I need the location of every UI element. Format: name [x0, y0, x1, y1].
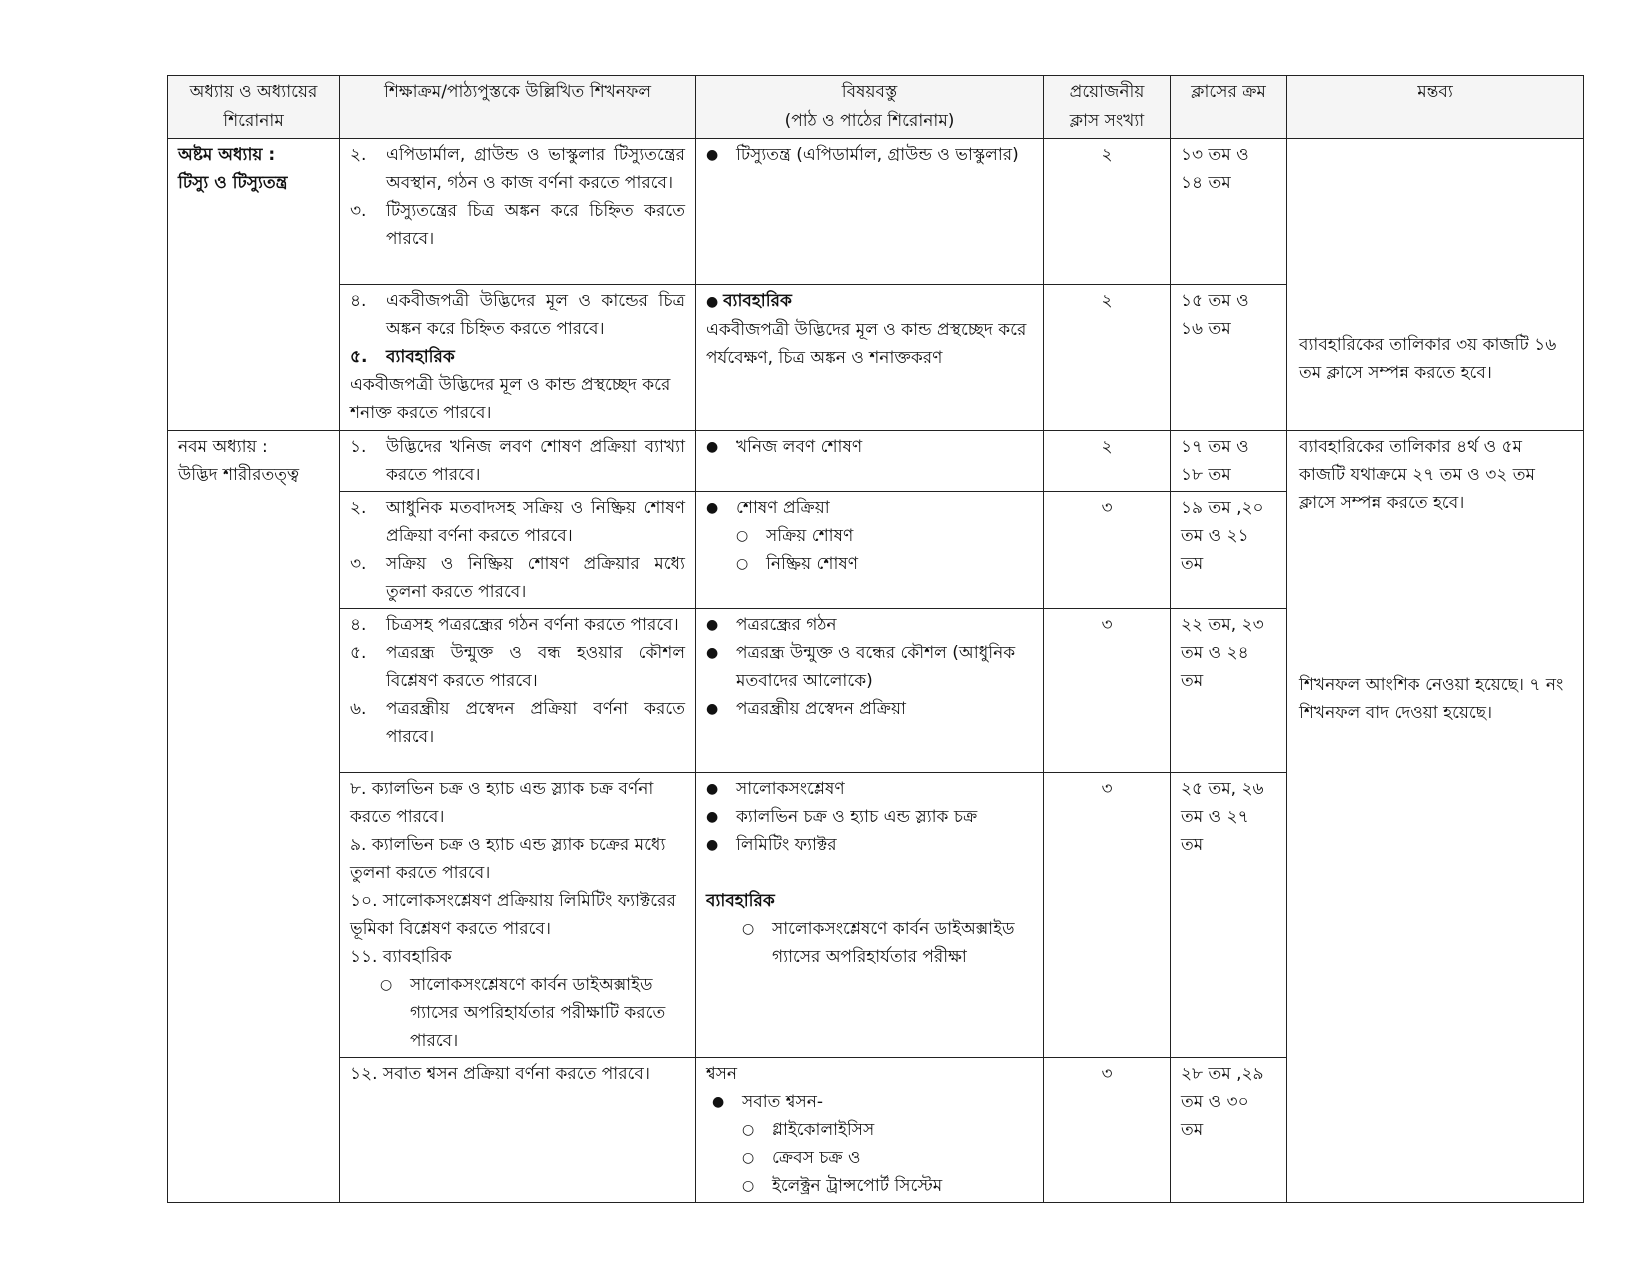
- content-cell: [696, 139, 1044, 285]
- content-cell: [696, 285, 1044, 431]
- list-item: ২. এপিডার্মাল, গ্রাউন্ড ও ভাস্কুলার টিস্যুতন্ত্রের অবস্থান, গঠন ও কাজ বর্ণনা করতে পারবে।: [350, 145, 685, 193]
- practical-heading: ব্যাবহারিক: [706, 891, 775, 911]
- list-item: ১০. সালোকসংশ্লেষণ প্রক্রিয়ায় লিমিটিং ফ্যাক্টরের ভূমিকা বিশ্লেষণ করতে পারবে।: [350, 891, 676, 939]
- class-order: ১৫ তম ও ১৬ তম: [1171, 285, 1287, 431]
- header-content-line2: (পাঠ ও পাঠের শিরোনাম): [784, 111, 955, 131]
- circle-bullet-icon: ○: [736, 556, 749, 572]
- class-order: ২৮ তম ,২৯ তম ও ৩০ তম: [1171, 1058, 1287, 1203]
- outcomes-cell: [340, 773, 696, 1058]
- circle-bullet-icon: ○: [742, 1178, 755, 1194]
- list-item: ○ সালোকসংশ্লেষণে কার্বন ডাইঅক্সাইড গ্যাসের অপরিহার্যতার পরীক্ষা: [706, 915, 1033, 971]
- circle-bullet-icon: ○: [742, 1122, 755, 1138]
- remark-text: ব্যাবহারিকের তালিকার ৩য় কাজটি ১৬ তম ক্লাসে সম্পন্ন করতে হবে।: [1299, 335, 1557, 383]
- list-item: ৩. সক্রিয় ও নিষ্ক্রিয় শোষণ প্রক্রিয়ার মধ্যে তুলনা করতে পারবে।: [350, 554, 685, 602]
- list-item: ● লিমিটিং ফ্যাক্টর: [706, 831, 1033, 859]
- outcomes-cell: [340, 431, 696, 492]
- content-cell: [696, 492, 1044, 609]
- class-order: ১৯ তম ,২০ তম ও ২১ তম: [1171, 492, 1287, 609]
- class-count: ৩: [1044, 492, 1171, 609]
- list-item: ● পত্ররন্ধ্রীয় প্রস্বেদন প্রক্রিয়া: [706, 695, 1033, 723]
- header-content-line1: বিষয়বস্তু: [841, 82, 898, 102]
- class-order: ২৫ তম, ২৬ তম ও ২৭ তম: [1171, 773, 1287, 1058]
- circle-bullet-icon: ○: [380, 977, 393, 993]
- list-item: ● টিস্যুতন্ত্র (এপিডার্মাল, গ্রাউন্ড ও ভাস্কুলার): [706, 141, 1033, 169]
- list-item: ৪. একবীজপত্রী উদ্ভিদের মূল ও কান্ডের চিত্র অঙ্কন করে চিহ্নিত করতে পারবে।: [350, 291, 685, 339]
- list-item: ৮. ক্যালভিন চক্র ও হ্যাচ এন্ড স্ল্যাক চক্র বর্ণনা করতে পারবে।: [350, 779, 654, 827]
- list-item: ৫. ব্যাবহারিক: [350, 347, 455, 367]
- table-row: [168, 139, 1584, 285]
- list-item: ● সালোকসংশ্লেষণ: [706, 775, 1033, 803]
- circle-bullet-icon: ○: [736, 528, 749, 544]
- list-item: ○ গ্লাইকোলাইসিস: [706, 1116, 1033, 1144]
- bullet-icon: ●: [706, 701, 719, 717]
- bullet-icon: ●: [706, 439, 719, 455]
- header-row: [168, 76, 1584, 139]
- list-item: ১২. সবাত শ্বসন প্রক্রিয়া বর্ণনা করতে পারবে।: [350, 1064, 650, 1084]
- list-item: ○ ক্রেবস চক্র ও: [706, 1144, 1033, 1172]
- class-count: ২: [1044, 139, 1171, 285]
- table-row: [168, 431, 1584, 492]
- header-class-order: ক্লাসের ক্রম: [1171, 76, 1287, 139]
- list-item: ৩. টিস্যুতন্ত্রের চিত্র অঙ্কন করে চিহ্নিত করতে পারবে।: [350, 201, 685, 249]
- chapter-9-number: নবম অধ্যায় :: [178, 437, 268, 457]
- list-item: ১. উদ্ভিদের খনিজ লবণ শোষণ প্রক্রিয়া ব্যাখ্যা করতে পারবে।: [350, 437, 685, 485]
- bullet-icon: ●: [706, 147, 719, 163]
- header-outcomes: শিক্ষাক্রম/পাঠ্যপুস্তকে উল্লিখিত শিখনফল: [340, 76, 696, 139]
- list-item: ৯. ক্যালভিন চক্র ও হ্যাচ এন্ড স্ল্যাক চক্রের মধ্যে তুলনা করতে পারবে।: [350, 835, 666, 883]
- bullet-icon: ●: [706, 837, 719, 853]
- content-cell: [696, 1058, 1044, 1203]
- content-cell: [696, 773, 1044, 1058]
- chapter-9-title: উদ্ভিদ শারীরতত্ত্ব: [178, 465, 300, 485]
- outcomes-cell: [340, 609, 696, 773]
- bullet-icon: ●: [706, 294, 724, 310]
- syllabus-table: [167, 75, 1584, 1203]
- class-count: ২: [1044, 431, 1171, 492]
- class-count: ৩: [1044, 773, 1171, 1058]
- list-item: একবীজপত্রী উদ্ভিদের মূল ও কান্ড প্রস্থচ্ছেদ করে পর্যবেক্ষণ, চিত্র অঙ্কন ও শনাক্তকরণ: [706, 320, 1027, 368]
- list-item: শ্বসন: [706, 1064, 738, 1084]
- list-item: ১১. ব্যাবহারিক: [350, 947, 452, 967]
- list-item: ৫. পত্ররন্ধ্র উন্মুক্ত ও বন্ধ হওয়ার কৌশল বিশ্লেষণ করতে পারবে।: [350, 643, 685, 691]
- remarks-cell-9: [1287, 431, 1584, 1203]
- chapter-8-number: অষ্টম অধ্যায় :: [178, 145, 276, 165]
- bullet-icon: ●: [706, 781, 719, 797]
- header-chapter: অধ্যায় ও অধ্যায়ের শিরোনাম: [168, 76, 340, 139]
- content-cell: [696, 431, 1044, 492]
- list-item: ● ব্যাবহারিক: [706, 291, 792, 311]
- header-class-count: প্রয়োজনীয় ক্লাস সংখ্যা: [1044, 76, 1171, 139]
- list-item: ৬. পত্ররন্ধ্রীয় প্রস্বেদন প্রক্রিয়া বর্ণনা করতে পারবে।: [350, 699, 685, 747]
- chapter-8-cell: [168, 139, 340, 431]
- list-item: ● খনিজ লবণ শোষণ: [706, 433, 1033, 461]
- chapter-8-title: টিস্যু ও টিস্যুতন্ত্র: [178, 173, 288, 193]
- list-item: ● শোষণ প্রক্রিয়া: [706, 494, 1033, 522]
- header-remarks: মন্তব্য: [1287, 76, 1584, 139]
- list-item: ২. আধুনিক মতবাদসহ সক্রিয় ও নিষ্ক্রিয় শোষণ প্রক্রিয়া বর্ণনা করতে পারবে।: [350, 498, 685, 546]
- list-item: ● ক্যালভিন চক্র ও হ্যাচ এন্ড স্ল্যাক চক্র: [706, 803, 1033, 831]
- list-item: ○ সক্রিয় শোষণ: [706, 522, 1033, 550]
- bullet-icon: ●: [706, 809, 719, 825]
- outcomes-cell: [340, 492, 696, 609]
- list-item: একবীজপত্রী উদ্ভিদের মূল ও কান্ড প্রস্থচ্ছেদ করে শনাক্ত করতে পারবে।: [350, 375, 671, 423]
- list-item: ৪. চিত্রসহ পত্ররন্ধ্রের গঠন বর্ণনা করতে পারবে।: [350, 615, 679, 635]
- bullet-icon: ●: [706, 500, 719, 516]
- class-order: ১৩ তম ও ১৪ তম: [1171, 139, 1287, 285]
- remark-text: শিখনফল আংশিক নেওয়া হয়েছে। ৭ নং শিখনফল বাদ দেওয়া হয়েছে।: [1299, 675, 1564, 723]
- outcomes-cell: [340, 285, 696, 431]
- class-order: ১৭ তম ও ১৮ তম: [1171, 431, 1287, 492]
- header-content: [696, 76, 1044, 139]
- outcomes-cell: [340, 139, 696, 285]
- list-item: ● পত্ররন্ধ্রের গঠন: [706, 611, 1033, 639]
- bullet-icon: ●: [712, 1094, 725, 1110]
- list-item: ○ সালোকসংশ্লেষণে কার্বন ডাইঅক্সাইড গ্যাসের অপরিহার্যতার পরীক্ষাটি করতে পারবে।: [350, 971, 685, 1055]
- circle-bullet-icon: ○: [742, 1150, 755, 1166]
- circle-bullet-icon: ○: [742, 921, 755, 937]
- bullet-icon: ●: [706, 617, 719, 633]
- content-cell: [696, 609, 1044, 773]
- outcomes-cell: [340, 1058, 696, 1203]
- remarks-cell-8: [1287, 139, 1584, 431]
- remark-text: ব্যাবহারিকের তালিকার ৪র্থ ও ৫ম কাজটি যথাক্রমে ২৭ তম ও ৩২ তম ক্লাসে সম্পন্ন করতে হবে।: [1299, 437, 1535, 513]
- list-item: ○ ইলেক্ট্রন ট্রান্সপোর্ট সিস্টেম: [706, 1172, 1033, 1200]
- class-count: ৩: [1044, 1058, 1171, 1203]
- bullet-icon: ●: [706, 645, 719, 661]
- chapter-9-cell: [168, 431, 340, 1203]
- class-order: ২২ তম, ২৩ তম ও ২৪ তম: [1171, 609, 1287, 773]
- class-count: ২: [1044, 285, 1171, 431]
- list-item: ● পত্ররন্ধ্র উন্মুক্ত ও বন্ধের কৌশল (আধুনিক মতবাদের আলোকে): [706, 639, 1033, 695]
- list-item: ● সবাত শ্বসন-: [706, 1088, 1033, 1116]
- class-count: ৩: [1044, 609, 1171, 773]
- list-item: ○ নিষ্ক্রিয় শোষণ: [706, 550, 1033, 578]
